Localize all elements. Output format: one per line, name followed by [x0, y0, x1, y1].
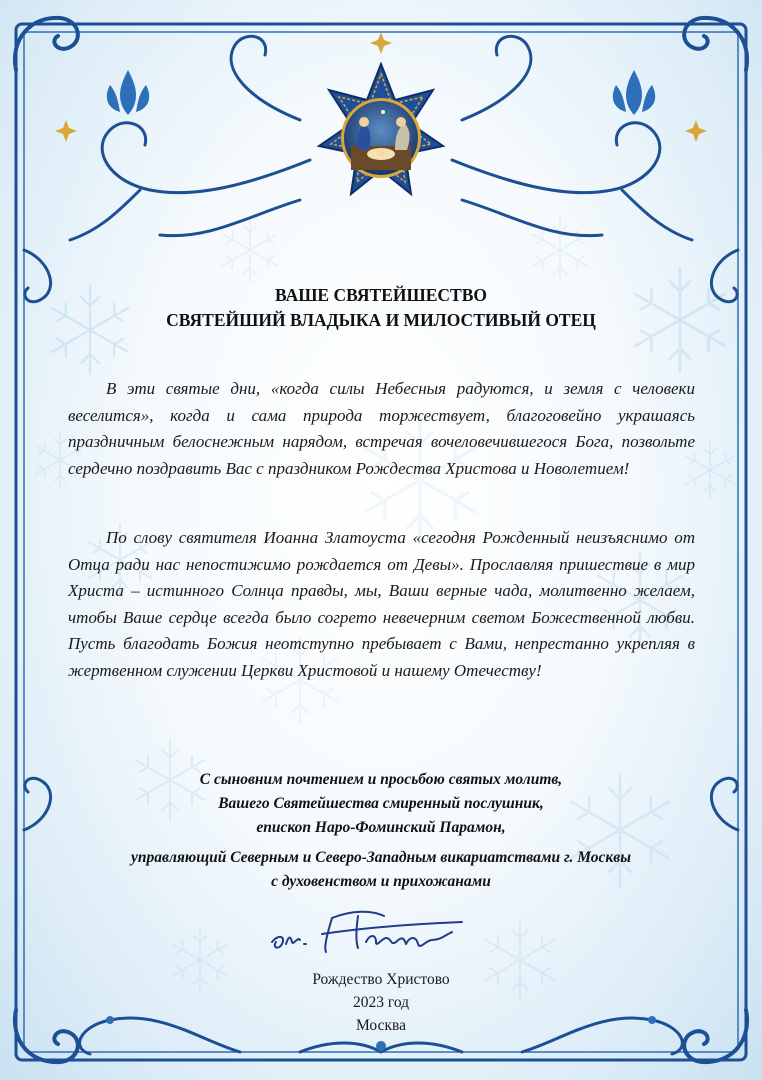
letter-heading-line1: ВАШЕ СВЯТЕЙШЕСТВО — [275, 285, 487, 305]
handwritten-signature — [262, 898, 488, 962]
flourish-icon — [70, 36, 310, 240]
letter-paragraph-2: По слову святителя Иоанна Златоуста «сегодня Рожденный неизъяснимо от Отца ради нас непостижимо рождается от Девы». Прославляя пришествие в мир Христа – истинного Солнца правды, мы, Ваши верные чада, молитвенно желаем, чтобы Ваше сердце всегда было согрето невечерним светом Божественной любви. Пусть благодать Божия неотступно пребывает с Вами, непрестанно укрепляя в жертвенном служении Церкви Христовой и нашему Отечеству! — [68, 528, 695, 680]
closing-line-4: управляющий Северным и Северо-Западным викариатствами г. Москвы — [131, 849, 631, 866]
letter-heading-line2: СВЯТЕЙШИЙ ВЛАДЫКА И МИЛОСТИВЫЙ ОТЕЦ — [166, 310, 596, 330]
closing-line-2: Вашего Святейшества смиренный послушник, — [218, 795, 544, 812]
letter-paragraph-1: В эти святые дни, «когда силы Небесныя радуются, и земля с человеки веселится», когда и сама природа торжествует, благоговейно украшаясь праздничным белоснежным нарядом, встречая вочеловечившегося Бога, позвольте сердечно поздравить Вас с праздником Рождества Христова и Новолетием! — [68, 379, 695, 478]
footer-occasion: Рождество Христово — [312, 971, 450, 988]
closing-line-3: епископ Наро-Фоминский Парамон, — [256, 819, 506, 836]
closing-line-5: с духовенством и прихожанами — [271, 873, 491, 890]
closing-line-1: С сыновним почтением и просьбою святых молитв, — [199, 771, 563, 788]
footer-year: 2023 год — [352, 994, 410, 1011]
footer-city: Москва — [356, 1017, 406, 1034]
nativity-icon — [315, 62, 447, 222]
